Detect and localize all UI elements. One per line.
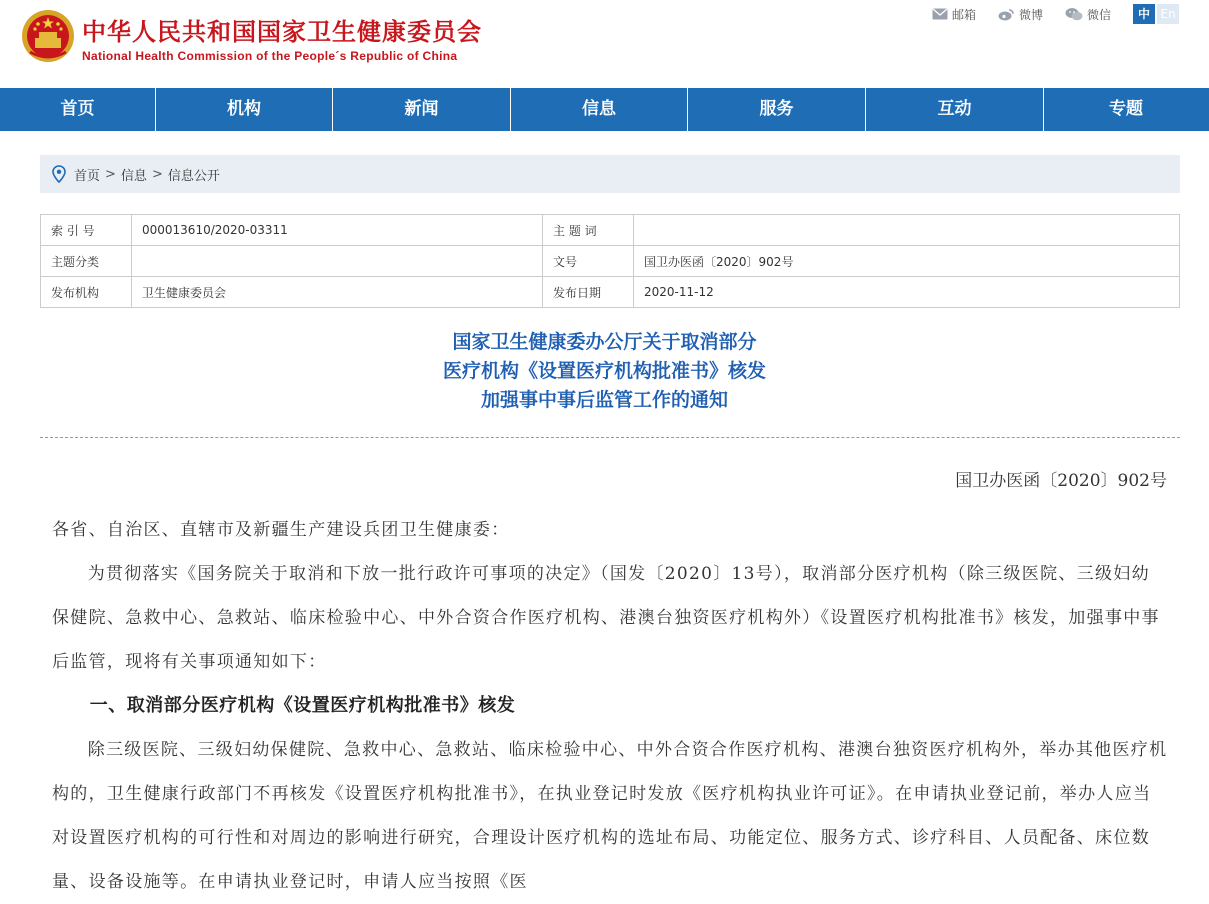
- index-value: 000013610/2020-03311: [132, 215, 543, 246]
- weibo-icon: [998, 8, 1015, 21]
- article-section-heading: 一、取消部分医疗机构《设置医疗机构批准书》核发: [89, 695, 516, 716]
- mail-link[interactable]: [932, 6, 976, 23]
- nav-item-org[interactable]: 机构: [156, 88, 333, 131]
- nav-item-interaction[interactable]: 互动: [866, 88, 1044, 131]
- article-title-line: 国家卫生健康委办公厅关于取消部分: [452, 331, 757, 353]
- nav-item-home[interactable]: 首页: [0, 88, 156, 131]
- breadcrumb-info[interactable]: 信息: [120, 168, 147, 184]
- breadcrumb-info-public[interactable]: 信息公开: [167, 168, 220, 184]
- article-paragraph: 除三级医院、三级妇幼保健院、急救中心、急救站、临床检验中心、中外合资合作医疗机构、港澳台独资医疗机构外，举办其他医疗机构的，卫生健康行政部门不再核发《设置医疗机构批准书》，在执业登记时发放《医疗机构执业许可证》。在申请执业登记前，举办人应当对设置医疗机构的可行性和对周边的影响进行研究，合理设计医疗机构的选址布局、功能定位、服务方式、诊疗科目、人员配备、床位数量、设备设施等。在申请执业登记时，申请人应当按照《医: [52, 740, 1168, 892]
- publisher-value: 卫生健康委员会: [132, 277, 543, 308]
- national-emblem-icon[interactable]: [20, 8, 76, 64]
- breadcrumb: [40, 155, 1180, 193]
- mail-icon: [932, 8, 948, 20]
- lang-zh-button[interactable]: 中: [1133, 4, 1155, 24]
- lang-en-button[interactable]: En: [1157, 4, 1179, 24]
- keyword-value: [634, 215, 1180, 246]
- docno-label: 文号: [543, 246, 634, 277]
- mail-link-label: 邮箱: [951, 7, 976, 22]
- index-label: 索 引 号: [41, 215, 132, 246]
- table-row: [41, 246, 1180, 277]
- breadcrumb-separator: >: [105, 166, 116, 182]
- wechat-link-label: 微信: [1086, 7, 1111, 22]
- site-header: [0, 0, 1209, 88]
- table-row: [41, 277, 1180, 308]
- table-row: [41, 215, 1180, 246]
- date-value: 2020-11-12: [634, 277, 1180, 308]
- header-links: [932, 4, 1179, 24]
- article-doc-number: 国卫办医函〔2020〕902号: [955, 471, 1167, 491]
- article-title-line: 医疗机构《设置医疗机构批准书》核发: [442, 360, 766, 382]
- nav-item-news[interactable]: 新闻: [333, 88, 511, 131]
- article-body: [52, 508, 1168, 904]
- nav-item-topics[interactable]: 专题: [1109, 99, 1143, 119]
- keyword-label: 主 题 词: [543, 215, 634, 246]
- weibo-link-label: 微博: [1018, 7, 1043, 22]
- category-value: [132, 246, 543, 277]
- site-title-cn[interactable]: 中华人民共和国国家卫生健康委员会: [82, 18, 482, 46]
- article-paragraph: 为贯彻落实《国务院关于取消和下放一批行政许可事项的决定》（国发〔2020〕13号），取消部分医疗机构（除三级医院、三级妇幼保健院、急救中心、急救站、临床检验中心、中外合资合作医疗机构、港澳台独资医疗机构外）《设置医疗机构批准书》核发，加强事中事后监管，现将有关事项通知如下：: [52, 564, 1160, 672]
- breadcrumb-separator: >: [151, 166, 163, 182]
- article-title: [0, 328, 1209, 415]
- article-title-line: 加强事中事后监管工作的通知: [480, 389, 728, 411]
- language-switch: [1133, 4, 1179, 24]
- article-salutation: 各省、自治区、直辖市及新疆生产建设兵团卫生健康委：: [52, 520, 510, 540]
- docno-value: 国卫办医函〔2020〕902号: [634, 246, 1180, 277]
- document-info-table: [40, 214, 1180, 308]
- location-pin-icon: [52, 165, 66, 183]
- breadcrumb-home[interactable]: 首页: [74, 168, 101, 184]
- title-divider: [40, 437, 1180, 438]
- site-title-en[interactable]: National Health Commission of the People´s Republic of China: [82, 49, 458, 63]
- main-nav: [0, 88, 1209, 131]
- wechat-icon: [1065, 7, 1083, 21]
- wechat-link[interactable]: [1065, 6, 1111, 23]
- nav-item-service[interactable]: 服务: [688, 88, 866, 131]
- date-label: 发布日期: [543, 277, 634, 308]
- weibo-link[interactable]: [998, 6, 1043, 23]
- category-label: 主题分类: [41, 246, 132, 277]
- publisher-label: 发布机构: [41, 277, 132, 308]
- nav-item-info[interactable]: 信息: [511, 88, 688, 131]
